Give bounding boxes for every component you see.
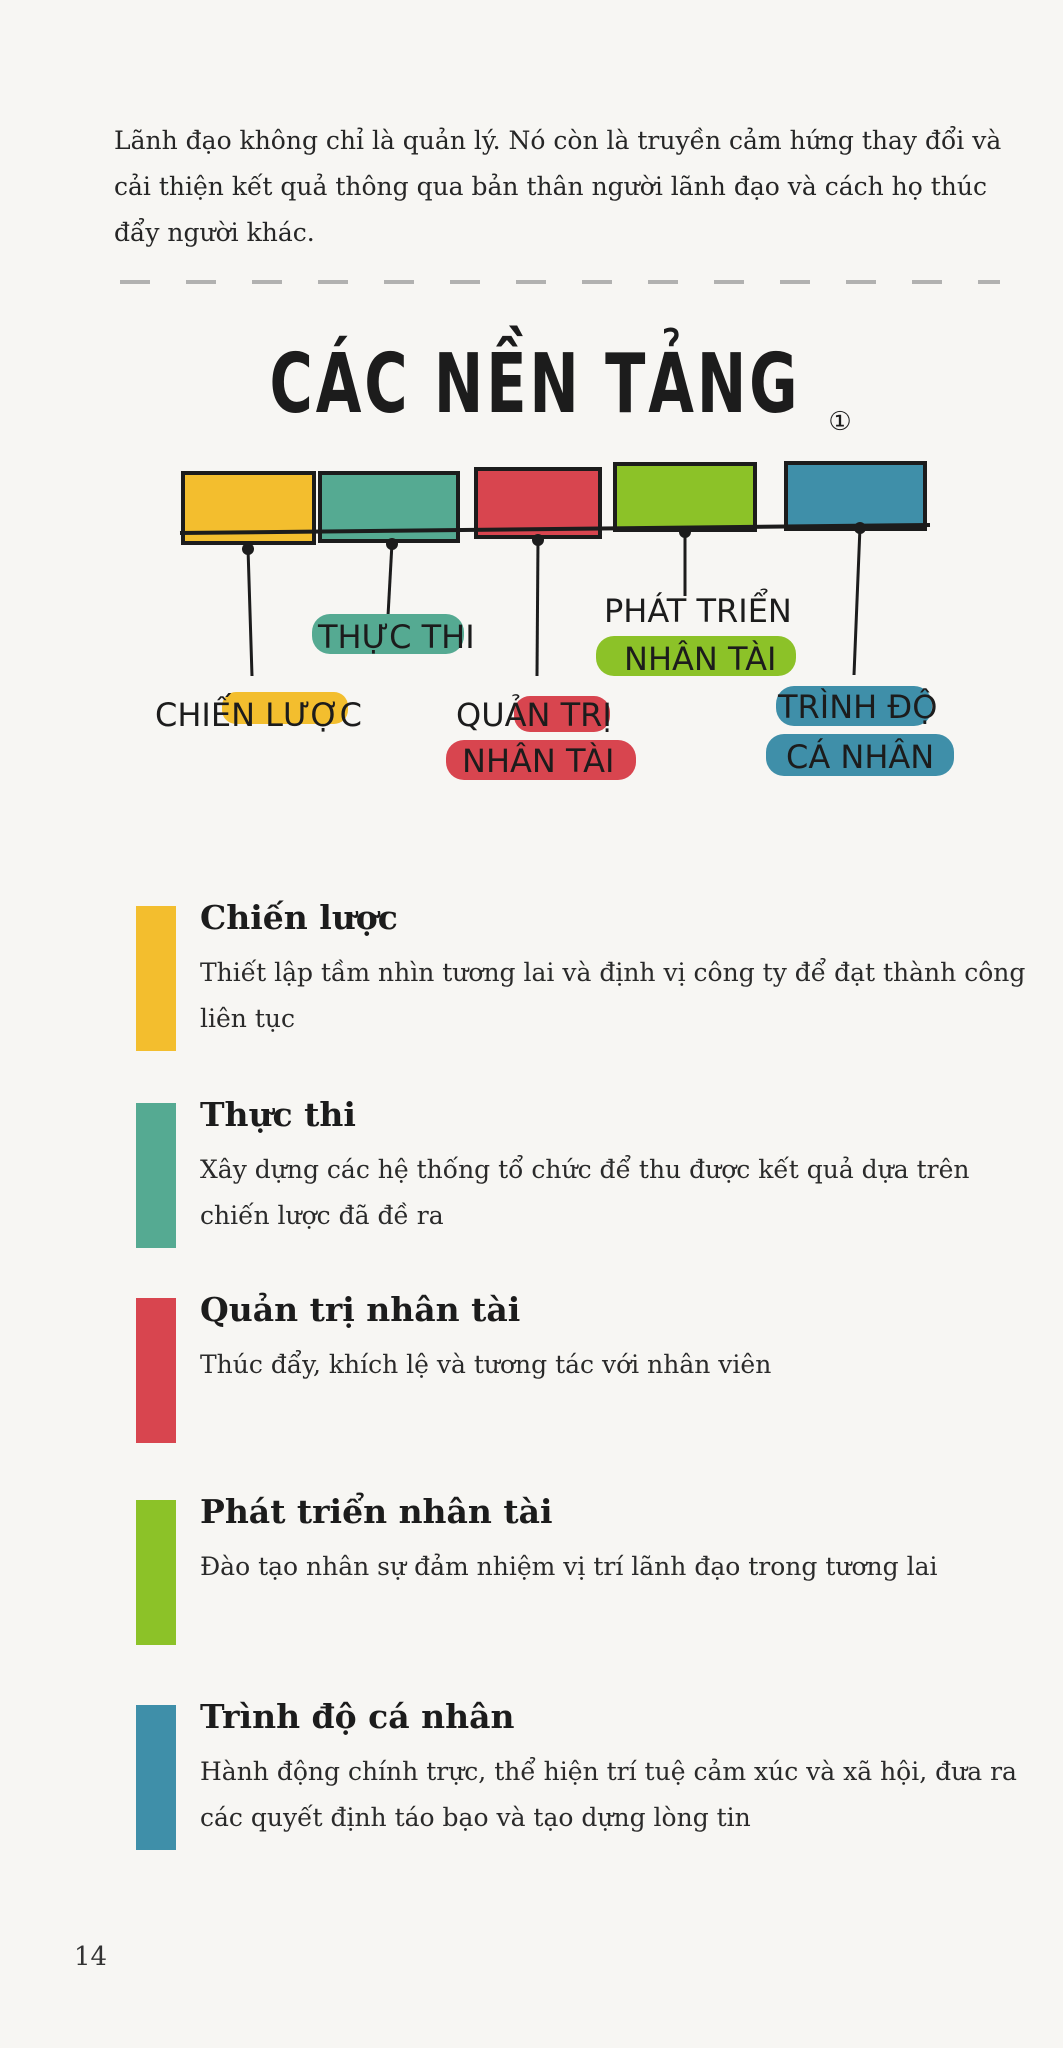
color-swatch (136, 1298, 176, 1443)
foundations-diagram (0, 0, 1063, 840)
label-talent-management-line2: NHÂN TÀI (462, 742, 615, 780)
item-description: Thúc đẩy, khích lệ và tương tác với nhân viên (200, 1350, 772, 1379)
color-swatch (136, 1500, 176, 1645)
label-personal-level-line1: TRÌNH ĐỘ (778, 688, 938, 726)
diagram-title: CÁC NỀN TẢNG (269, 336, 801, 432)
item-description: Xây dựng các hệ thống tổ chức để thu được kết quả dựa trên chiến lược đã đề ra (200, 1155, 970, 1230)
item-title: Chiến lược (200, 898, 398, 937)
label-execution: THỰC THI (318, 618, 475, 656)
item-description: Đào tạo nhân sự đảm nhiệm vị trí lãnh đạo trong tương lai (200, 1552, 938, 1581)
label-strategy: CHIẾN LƯỢC (155, 696, 363, 734)
diagram-marker: ① (828, 407, 852, 437)
label-talent-development-line2: NHÂN TÀI (624, 640, 777, 678)
item-description: Hành động chính trực, thể hiện trí tuệ cảm xúc và xã hội, đưa ra các quyết định táo bạo và tạo dựng lòng tin (200, 1757, 1017, 1832)
item-title: Phát triển nhân tài (200, 1492, 553, 1531)
label-talent-management-line1: QUẢN TRỊ (456, 696, 612, 734)
label-personal-level-line2: CÁ NHÂN (786, 738, 935, 776)
label-talent-development-line1: PHÁT TRIỂN (604, 592, 792, 630)
block-talent-development (615, 464, 755, 530)
item-title: Trình độ cá nhân (200, 1697, 515, 1736)
color-swatch (136, 1705, 176, 1850)
color-swatch (136, 906, 176, 1051)
item-title: Thực thi (200, 1095, 356, 1134)
item-description: Thiết lập tầm nhìn tương lai và định vị công ty để đạt thành công liên tục (200, 958, 1026, 1033)
color-swatch (136, 1103, 176, 1248)
page-number: 14 (74, 1942, 108, 1972)
intro-paragraph: Lãnh đạo không chỉ là quản lý. Nó còn là truyền cảm hứng thay đổi và cải thiện kết quả thông qua bản thân người lãnh đạo và cách họ thúc đẩy người khác. (114, 126, 1002, 247)
item-title: Quản trị nhân tài (200, 1290, 521, 1329)
block-personal-level (786, 463, 925, 529)
